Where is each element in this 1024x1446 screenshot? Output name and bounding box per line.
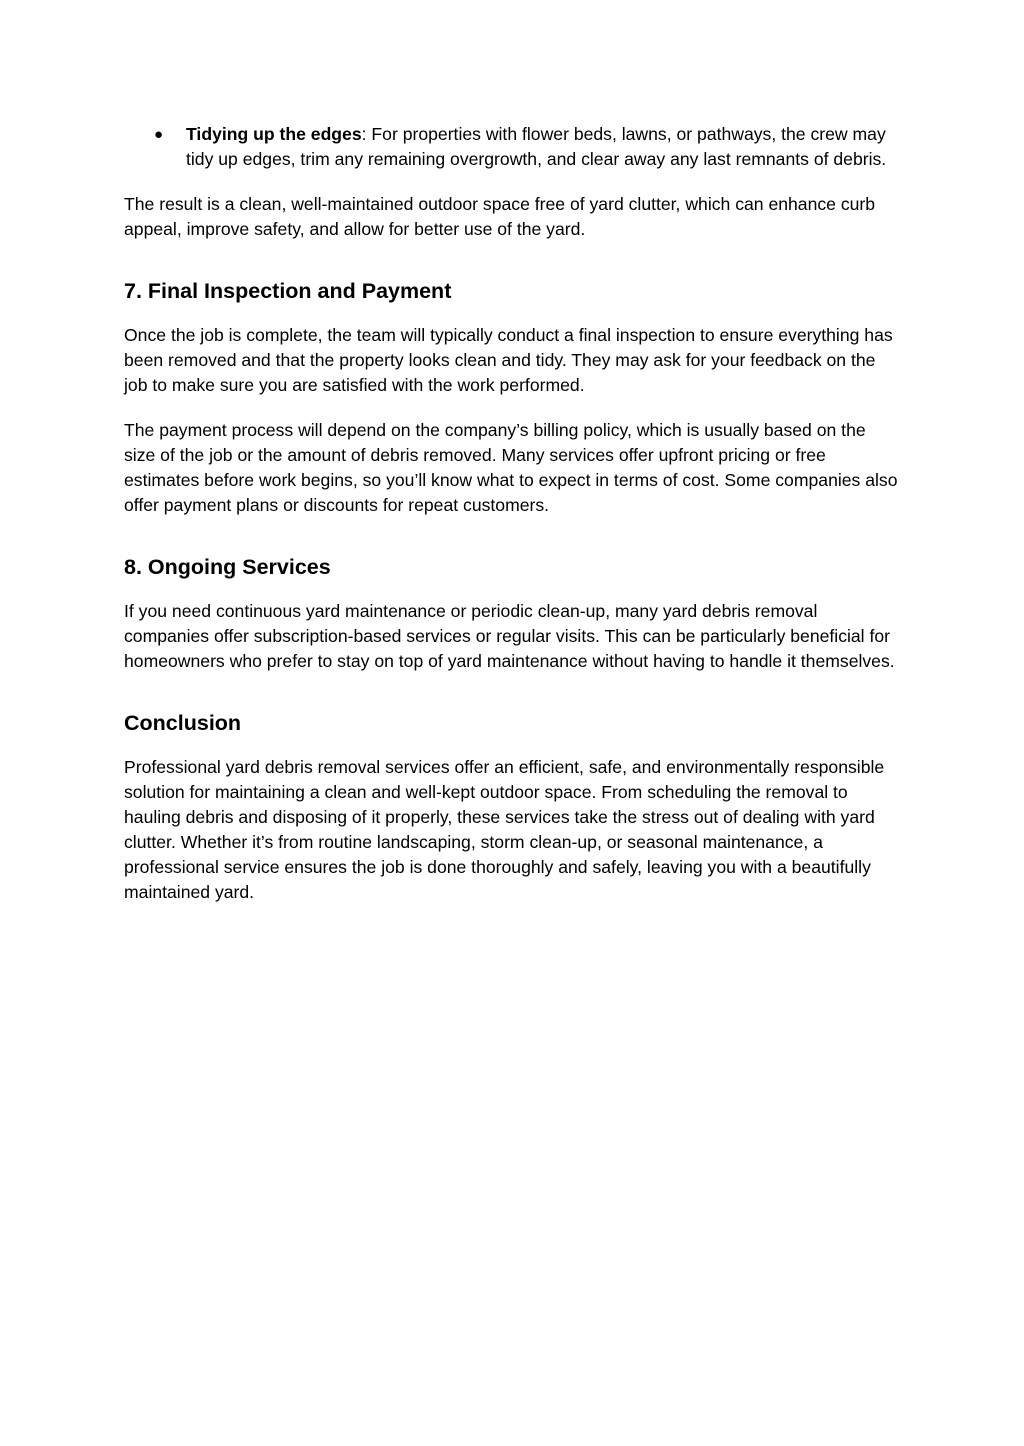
intro-paragraph: The result is a clean, well-maintained outdoor space free of yard clutter, which can enhance curb appeal, improve safety, and allow for better use of the yard.: [124, 194, 876, 239]
section-heading-conclusion: Conclusion: [124, 711, 242, 735]
bullet-list: [124, 122, 900, 172]
section-paragraph: Once the job is complete, the team will typically conduct a final inspection to ensure everything has been removed and that the property looks clean and tidy. They may ask for your feedback on the job to make sure you are satisfied with the work performed.: [124, 325, 893, 395]
section-paragraph: Professional yard debris removal services offer an efficient, safe, and environmentally responsible solution for maintaining a clean and well-kept outdoor space. From scheduling the removal to hauling debris and disposing of it properly, these services take the stress out of dealing with yard clutter. Whether it’s from routine landscaping, storm clean-up, or seasonal maintenance, a professional service ensures the job is done thoroughly and safely, leaving you with a beautifully maintained yard.: [124, 757, 885, 902]
list-item-term: Tidying up the edges: [186, 124, 362, 144]
document-page: [124, 122, 900, 925]
section-paragraph: The payment process will depend on the company’s billing policy, which is usually based on the size of the job or the amount of debris removed. Many services offer upfront pricing or free estimates before work begins, so you’ll know what to expect in terms of cost. Some companies also offer payment plans or discounts for repeat customers.: [124, 420, 898, 515]
list-item-text: : For properties with flower beds, lawns, or pathways, the crew may tidy up edges, trim any remaining overgrowth, and clear away any last remnants of debris.: [186, 124, 887, 169]
section-heading-ongoing-services: 8. Ongoing Services: [124, 555, 331, 579]
section-heading-final-inspection: 7. Final Inspection and Payment: [124, 279, 452, 303]
bullet-icon: ●: [154, 126, 164, 143]
list-item: [124, 122, 900, 172]
section-paragraph: If you need continuous yard maintenance or periodic clean-up, many yard debris removal companies offer subscription-based services or regular visits. This can be particularly beneficial for homeowners who prefer to stay on top of yard maintenance without having to handle it themselves.: [124, 601, 895, 671]
